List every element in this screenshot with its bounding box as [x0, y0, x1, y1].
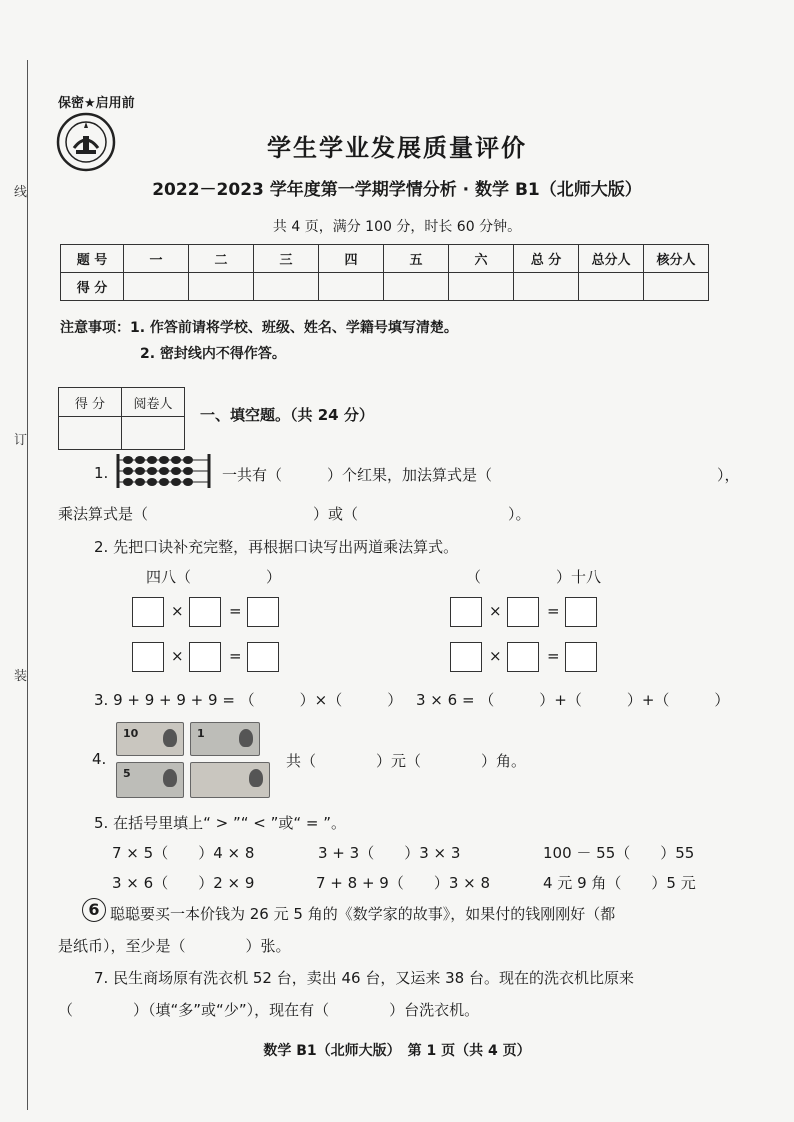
q2-line: 2. 先把口诀补充完整，再根据口诀写出两道乘法算式。 — [94, 538, 459, 556]
q1-line-2: 乘法算式是（ ）或（ ）。 — [58, 505, 531, 523]
q5-item: 7 + 8 + 9（ ）3 × 8 — [316, 874, 491, 892]
exam-meta: 共 4 页，满分 100 分，时长 60 分钟。 — [272, 219, 522, 235]
q5-item: 4 元 9 角（ ）5 元 — [543, 874, 696, 892]
portrait-icon — [239, 729, 253, 747]
banknote-icon — [190, 762, 270, 798]
answer-box[interactable] — [450, 597, 482, 627]
q5-item: 3 × 6（ ）2 × 9 — [112, 874, 255, 892]
grader-reviewer-cell[interactable] — [122, 417, 185, 450]
answer-box[interactable] — [189, 642, 221, 672]
score-table — [60, 244, 709, 301]
q3-left: 3. 9 + 9 + 9 + 9 = （ ）×（ ） — [94, 691, 403, 709]
equals-sign: = — [229, 602, 242, 620]
q2-left-rhyme: 四八（ ） — [146, 568, 282, 586]
score-row-label: 得 分 — [61, 273, 124, 301]
q1-number: 1. — [94, 464, 109, 482]
score-cell[interactable] — [579, 273, 644, 301]
q4-number: 4. — [92, 750, 107, 768]
q6-line-1: 聪聪要买一本价钱为 26 元 5 角的《数学家的故事》，如果付的钱刚刚好（都 — [110, 905, 616, 923]
q7-line-2: （ ）（填“多”或“少”），现在有（ ）台洗衣机。 — [58, 1001, 480, 1019]
q5-item: 3 + 3（ ）3 × 3 — [318, 844, 461, 862]
banknote-icon — [116, 722, 184, 756]
q7-line-1: 7. 民生商场原有洗衣机 52 台，卖出 46 台，又运来 38 台。现在的洗衣机比原来 — [94, 969, 634, 987]
answer-box[interactable] — [565, 597, 597, 627]
q6-line-2: 是纸币），至少是（ ）张。 — [58, 937, 291, 955]
q5-item: 7 × 5（ ）4 × 8 — [112, 844, 255, 862]
score-header-cell: 六 — [449, 245, 514, 273]
score-table-header-row — [61, 245, 709, 273]
abacus-fruit-icon — [116, 452, 211, 490]
score-header-cell: 总分人 — [579, 245, 644, 273]
score-cell[interactable] — [514, 273, 579, 301]
q5-line: 5. 在括号里填上“ > ”“ < ”或“ = ”。 — [94, 814, 347, 832]
score-header-cell: 三 — [254, 245, 319, 273]
score-cell[interactable] — [449, 273, 514, 301]
q6-circled-number: 6 — [82, 898, 106, 922]
score-header-cell: 五 — [384, 245, 449, 273]
score-header-cell: 四 — [319, 245, 384, 273]
banknote-icon — [116, 762, 184, 798]
portrait-icon — [163, 769, 177, 787]
score-header-cell: 一 — [124, 245, 189, 273]
binding-label-xian: 线 — [14, 178, 27, 203]
section-title: 一、填空题。（共 24 分） — [200, 406, 374, 424]
times-sign: × — [171, 647, 184, 665]
notice-line-1: 注意事项：1. 作答前请将学校、班级、姓名、学籍号填写清楚。 — [60, 320, 458, 336]
score-header-cell: 二 — [189, 245, 254, 273]
score-cell[interactable] — [254, 273, 319, 301]
times-sign: × — [489, 602, 502, 620]
answer-box[interactable] — [132, 642, 164, 672]
answer-box[interactable] — [507, 597, 539, 627]
times-sign: × — [171, 602, 184, 620]
banknote-value: 5 — [123, 767, 131, 780]
q2-right-rhyme: （ ）十八 — [466, 568, 602, 586]
q4-text: 共（ ）元（ ）角。 — [286, 752, 527, 770]
answer-box[interactable] — [247, 642, 279, 672]
answer-box[interactable] — [450, 642, 482, 672]
portrait-icon — [163, 729, 177, 747]
equals-sign: = — [547, 647, 560, 665]
binding-label-ding: 订 — [14, 426, 27, 451]
score-cell[interactable] — [189, 273, 254, 301]
grader-box — [58, 387, 185, 450]
banknote-value: 1 — [197, 727, 205, 740]
q1-line-1: 一共有（ ）个红果，加法算式是（ ）， — [222, 466, 740, 484]
grader-reviewer-label: 阅卷人 — [122, 388, 185, 417]
q3-right: 3 × 6 = （ ）+（ ）+（ ） — [416, 691, 730, 709]
confidential-label: 保密★启用前 — [58, 96, 135, 111]
binding-label-zhuang: 装 — [14, 662, 27, 687]
banknote-icon — [190, 722, 260, 756]
score-cell[interactable] — [644, 273, 709, 301]
page-title: 学生学业发展质量评价 — [267, 134, 527, 162]
answer-box[interactable] — [247, 597, 279, 627]
equals-sign: = — [547, 602, 560, 620]
exam-subtitle: 2022－2023 学年度第一学期学情分析 · 数学 B1（北师大版） — [152, 180, 642, 200]
score-header-cell: 题 号 — [61, 245, 124, 273]
score-cell[interactable] — [319, 273, 384, 301]
grader-score-label: 得 分 — [59, 388, 122, 417]
times-sign: × — [489, 647, 502, 665]
equals-sign: = — [229, 647, 242, 665]
answer-box[interactable] — [565, 642, 597, 672]
score-header-cell: 核分人 — [644, 245, 709, 273]
answer-box[interactable] — [507, 642, 539, 672]
portrait-icon — [249, 769, 263, 787]
score-cell[interactable] — [124, 273, 189, 301]
page-footer: 数学 B1（北师大版） 第 1 页（共 4 页） — [263, 1043, 531, 1059]
q5-item: 100 － 55（ ）55 — [543, 844, 695, 862]
notice-line-2: 2. 密封线内不得作答。 — [140, 346, 286, 362]
grader-score-cell[interactable] — [59, 417, 122, 450]
score-table-score-row — [61, 273, 709, 301]
score-cell[interactable] — [384, 273, 449, 301]
banknote-value: 10 — [123, 727, 139, 740]
answer-box[interactable] — [132, 597, 164, 627]
score-header-cell: 总 分 — [514, 245, 579, 273]
answer-box[interactable] — [189, 597, 221, 627]
